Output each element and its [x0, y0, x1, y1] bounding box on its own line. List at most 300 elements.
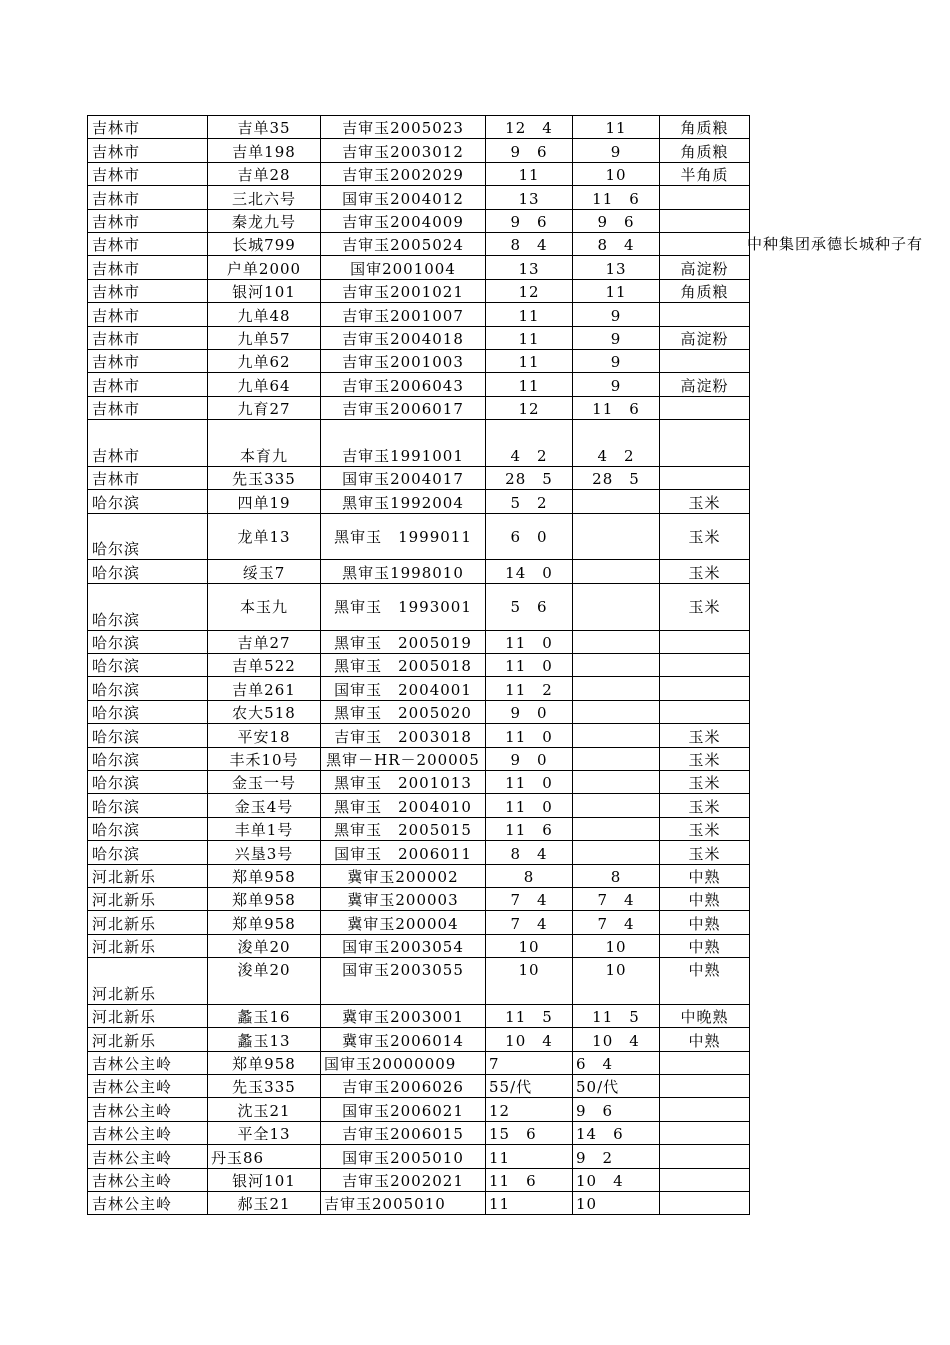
cell-value-a: 11 0 [486, 770, 573, 793]
cell-type: 中熟 [660, 864, 750, 887]
cell-value-a: 7 4 [486, 911, 573, 934]
cell-city: 哈尔滨 [88, 490, 208, 513]
cell-city: 吉林市 [88, 256, 208, 279]
cell-city: 吉林公主岭 [88, 1121, 208, 1144]
cell-variety: 本玉九 [208, 583, 321, 630]
cell-value-b [573, 841, 660, 864]
cell-city: 河北新乐 [88, 864, 208, 887]
table-body [88, 116, 750, 1215]
seed-variety-table [87, 115, 750, 1215]
cell-city: 吉林市 [88, 186, 208, 209]
cell-value-a: 5 2 [486, 490, 573, 513]
cell-city: 哈尔滨 [88, 770, 208, 793]
cell-value-a: 11 [486, 162, 573, 185]
cell-value-b [573, 794, 660, 817]
cell-type: 高淀粉 [660, 256, 750, 279]
cell-value-a: 11 [486, 1192, 573, 1215]
table-row [88, 817, 750, 840]
cell-cert-number: 吉审玉2004018 [321, 326, 486, 349]
table-row [88, 303, 750, 326]
cell-cert-number: 吉审玉1991001 [321, 420, 486, 467]
cell-value-b: 8 [573, 864, 660, 887]
cell-variety: 浚单20 [208, 958, 321, 1005]
table-row [88, 560, 750, 583]
cell-value-b [573, 770, 660, 793]
cell-value-a: 9 0 [486, 747, 573, 770]
cell-cert-number: 冀审玉2003001 [321, 1004, 486, 1027]
table-row [88, 1121, 750, 1144]
table-row [88, 654, 750, 677]
cell-city: 吉林市 [88, 162, 208, 185]
cell-variety: 龙单13 [208, 513, 321, 560]
cell-value-b: 11 [573, 279, 660, 302]
cell-value-b: 11 [573, 116, 660, 139]
cell-value-a: 11 2 [486, 677, 573, 700]
table-row [88, 1075, 750, 1098]
cell-value-b: 9 [573, 349, 660, 372]
variety-table [87, 115, 750, 1215]
cell-type [660, 349, 750, 372]
cell-value-a: 11 [486, 373, 573, 396]
cell-value-a: 7 [486, 1051, 573, 1074]
cell-type [660, 420, 750, 467]
cell-variety: 蠡玉16 [208, 1004, 321, 1027]
table-row [88, 887, 750, 910]
cell-cert-number: 黑审玉 2005019 [321, 630, 486, 653]
cell-type: 中熟 [660, 887, 750, 910]
cell-cert-number: 黑审玉 2005020 [321, 700, 486, 723]
table-row [88, 326, 750, 349]
cell-value-b: 28 5 [573, 466, 660, 489]
cell-city: 哈尔滨 [88, 817, 208, 840]
table-row [88, 162, 750, 185]
cell-cert-number: 国审玉2003054 [321, 934, 486, 957]
cell-value-a: 11 6 [486, 817, 573, 840]
table-row [88, 794, 750, 817]
cell-cert-number: 吉审玉2005010 [321, 1192, 486, 1215]
cell-value-b: 11 6 [573, 186, 660, 209]
cell-value-b: 10 [573, 162, 660, 185]
cell-city: 河北新乐 [88, 958, 208, 1005]
table-row [88, 373, 750, 396]
cell-city: 吉林市 [88, 139, 208, 162]
cell-value-a: 12 [486, 1098, 573, 1121]
cell-type [660, 1075, 750, 1098]
cell-variety: 九单64 [208, 373, 321, 396]
cell-cert-number: 吉审玉2006015 [321, 1121, 486, 1144]
cell-variety: 四单19 [208, 490, 321, 513]
cell-variety: 吉单522 [208, 654, 321, 677]
cell-variety: 兴垦3号 [208, 841, 321, 864]
cell-value-b: 10 [573, 1192, 660, 1215]
cell-cert-number: 黑审玉 2005015 [321, 817, 486, 840]
cell-variety: 浚单20 [208, 934, 321, 957]
cell-city: 吉林公主岭 [88, 1098, 208, 1121]
cell-cert-number: 国审玉 2006011 [321, 841, 486, 864]
cell-city: 哈尔滨 [88, 630, 208, 653]
table-row [88, 1098, 750, 1121]
cell-value-b [573, 560, 660, 583]
cell-value-a: 11 6 [486, 1168, 573, 1191]
table-row [88, 1192, 750, 1215]
cell-value-b: 9 6 [573, 209, 660, 232]
cell-value-a: 11 [486, 349, 573, 372]
cell-value-b [573, 513, 660, 560]
cell-variety: 九单62 [208, 349, 321, 372]
cell-value-a: 11 0 [486, 654, 573, 677]
cell-value-a: 12 [486, 279, 573, 302]
cell-variety: 吉单27 [208, 630, 321, 653]
cell-variety: 郑单958 [208, 887, 321, 910]
table-row [88, 1168, 750, 1191]
cell-type: 角质粮 [660, 139, 750, 162]
cell-cert-number: 国审玉2006021 [321, 1098, 486, 1121]
cell-value-b: 9 [573, 326, 660, 349]
cell-value-b [573, 724, 660, 747]
cell-type [660, 654, 750, 677]
cell-cert-number: 国审玉2004012 [321, 186, 486, 209]
cell-city: 吉林公主岭 [88, 1145, 208, 1168]
cell-value-a: 11 [486, 303, 573, 326]
cell-cert-number: 吉审玉2005024 [321, 232, 486, 255]
cell-value-a: 9 0 [486, 700, 573, 723]
cell-type: 角质粮 [660, 116, 750, 139]
table-row [88, 724, 750, 747]
cell-variety: 长城799 [208, 232, 321, 255]
cell-value-b: 9 2 [573, 1145, 660, 1168]
cell-value-a: 12 [486, 396, 573, 419]
cell-value-a: 10 4 [486, 1028, 573, 1051]
cell-variety: 丹玉86 [208, 1145, 321, 1168]
cell-type [660, 1192, 750, 1215]
cell-variety: 丰禾10号 [208, 747, 321, 770]
cell-cert-number: 吉审玉2006026 [321, 1075, 486, 1098]
table-row [88, 513, 750, 560]
cell-cert-number: 冀审玉2006014 [321, 1028, 486, 1051]
cell-city: 哈尔滨 [88, 513, 208, 560]
cell-value-b: 9 [573, 373, 660, 396]
cell-cert-number: 国审玉20000009 [321, 1051, 486, 1074]
table-row [88, 349, 750, 372]
cell-value-a: 15 6 [486, 1121, 573, 1144]
table-row [88, 770, 750, 793]
cell-value-b [573, 747, 660, 770]
cell-value-a: 11 0 [486, 724, 573, 747]
cell-city: 哈尔滨 [88, 677, 208, 700]
cell-city: 吉林市 [88, 303, 208, 326]
cell-value-a: 11 [486, 326, 573, 349]
cell-city: 吉林市 [88, 466, 208, 489]
table-row [88, 1051, 750, 1074]
cell-type: 角质粮 [660, 279, 750, 302]
cell-variety: 九育27 [208, 396, 321, 419]
cell-cert-number: 国审2001004 [321, 256, 486, 279]
cell-value-b [573, 677, 660, 700]
cell-cert-number: 冀审玉200004 [321, 911, 486, 934]
cell-variety: 吉单198 [208, 139, 321, 162]
cell-cert-number: 黑审－HR－200005 [321, 747, 486, 770]
cell-type: 玉米 [660, 747, 750, 770]
cell-variety: 先玉335 [208, 1075, 321, 1098]
cell-value-a: 10 [486, 958, 573, 1005]
cell-variety: 吉单261 [208, 677, 321, 700]
cell-variety: 九单57 [208, 326, 321, 349]
cell-value-b: 7 4 [573, 911, 660, 934]
cell-value-b [573, 630, 660, 653]
cell-value-b: 11 6 [573, 396, 660, 419]
cell-type: 玉米 [660, 583, 750, 630]
cell-value-a: 14 0 [486, 560, 573, 583]
cell-value-b: 14 6 [573, 1121, 660, 1144]
cell-cert-number: 吉审玉2005023 [321, 116, 486, 139]
cell-variety: 农大518 [208, 700, 321, 723]
cell-value-a: 10 [486, 934, 573, 957]
cell-value-a: 12 4 [486, 116, 573, 139]
cell-cert-number: 黑审玉 1999011 [321, 513, 486, 560]
cell-value-b [573, 583, 660, 630]
cell-type: 中熟 [660, 911, 750, 934]
cell-value-b: 10 4 [573, 1028, 660, 1051]
table-row [88, 1145, 750, 1168]
cell-city: 吉林市 [88, 373, 208, 396]
cell-value-b: 7 4 [573, 887, 660, 910]
overflow-note: 中种集团承德长城种子有 [747, 235, 924, 253]
table-row [88, 958, 750, 1005]
cell-type [660, 1145, 750, 1168]
cell-cert-number: 国审玉2004017 [321, 466, 486, 489]
cell-type [660, 466, 750, 489]
table-row [88, 139, 750, 162]
cell-cert-number: 吉审玉2006043 [321, 373, 486, 396]
cell-city: 哈尔滨 [88, 654, 208, 677]
table-row [88, 747, 750, 770]
table-row [88, 186, 750, 209]
cell-value-a: 4 2 [486, 420, 573, 467]
cell-cert-number: 黑审玉 2001013 [321, 770, 486, 793]
cell-value-a: 13 [486, 186, 573, 209]
cell-city: 哈尔滨 [88, 700, 208, 723]
cell-city: 吉林公主岭 [88, 1192, 208, 1215]
cell-cert-number: 吉审玉2002029 [321, 162, 486, 185]
cell-variety: 绥玉7 [208, 560, 321, 583]
table-row [88, 466, 750, 489]
cell-value-a: 9 6 [486, 139, 573, 162]
cell-cert-number: 黑审玉 2005018 [321, 654, 486, 677]
cell-type: 玉米 [660, 794, 750, 817]
cell-city: 吉林公主岭 [88, 1075, 208, 1098]
cell-variety: 银河101 [208, 1168, 321, 1191]
cell-value-b: 6 4 [573, 1051, 660, 1074]
cell-type: 玉米 [660, 841, 750, 864]
cell-value-a: 5 6 [486, 583, 573, 630]
cell-city: 吉林公主岭 [88, 1051, 208, 1074]
cell-type: 玉米 [660, 513, 750, 560]
cell-city: 吉林市 [88, 326, 208, 349]
table-row [88, 841, 750, 864]
cell-type: 玉米 [660, 817, 750, 840]
cell-cert-number: 国审玉2005010 [321, 1145, 486, 1168]
cell-type [660, 1121, 750, 1144]
cell-city: 河北新乐 [88, 1028, 208, 1051]
cell-value-b [573, 654, 660, 677]
cell-value-b [573, 490, 660, 513]
table-row [88, 583, 750, 630]
cell-type [660, 1098, 750, 1121]
cell-variety: 三北六号 [208, 186, 321, 209]
cell-variety: 丰单1号 [208, 817, 321, 840]
cell-value-b: 9 [573, 139, 660, 162]
cell-type: 高淀粉 [660, 326, 750, 349]
cell-cert-number: 冀审玉200002 [321, 864, 486, 887]
cell-variety: 先玉335 [208, 466, 321, 489]
cell-value-b: 50/代 [573, 1075, 660, 1098]
cell-variety: 平全13 [208, 1121, 321, 1144]
table-row [88, 490, 750, 513]
cell-cert-number: 国审玉 2004001 [321, 677, 486, 700]
cell-type: 玉米 [660, 560, 750, 583]
table-row [88, 209, 750, 232]
cell-variety: 秦龙九号 [208, 209, 321, 232]
cell-type: 半角质 [660, 162, 750, 185]
cell-city: 吉林市 [88, 209, 208, 232]
cell-variety: 金玉一号 [208, 770, 321, 793]
cell-variety: 平安18 [208, 724, 321, 747]
cell-value-a: 11 0 [486, 794, 573, 817]
cell-value-b: 9 6 [573, 1098, 660, 1121]
cell-value-b: 9 [573, 303, 660, 326]
table-row [88, 279, 750, 302]
table-row [88, 232, 750, 255]
cell-city: 哈尔滨 [88, 560, 208, 583]
cell-city: 哈尔滨 [88, 583, 208, 630]
cell-value-b [573, 817, 660, 840]
cell-cert-number: 吉审玉2006017 [321, 396, 486, 419]
cell-cert-number: 吉审玉 2003018 [321, 724, 486, 747]
cell-type [660, 630, 750, 653]
cell-city: 吉林市 [88, 396, 208, 419]
cell-value-b: 10 4 [573, 1168, 660, 1191]
cell-variety: 吉单35 [208, 116, 321, 139]
cell-variety: 吉单28 [208, 162, 321, 185]
cell-cert-number: 吉审玉2001007 [321, 303, 486, 326]
table-row [88, 420, 750, 467]
cell-cert-number: 黑审玉1998010 [321, 560, 486, 583]
table-row [88, 934, 750, 957]
cell-cert-number: 吉审玉2004009 [321, 209, 486, 232]
cell-city: 哈尔滨 [88, 747, 208, 770]
cell-variety: 沈玉21 [208, 1098, 321, 1121]
cell-cert-number: 黑审玉 1993001 [321, 583, 486, 630]
table-row [88, 700, 750, 723]
cell-value-b: 10 [573, 934, 660, 957]
cell-city: 哈尔滨 [88, 724, 208, 747]
cell-variety: 郑单958 [208, 1051, 321, 1074]
table-row [88, 396, 750, 419]
cell-variety: 银河101 [208, 279, 321, 302]
cell-cert-number: 冀审玉200003 [321, 887, 486, 910]
cell-cert-number: 国审玉2003055 [321, 958, 486, 1005]
cell-city: 吉林市 [88, 279, 208, 302]
cell-value-b: 10 [573, 958, 660, 1005]
cell-city: 吉林市 [88, 420, 208, 467]
cell-variety: 九单48 [208, 303, 321, 326]
cell-type: 中熟 [660, 1028, 750, 1051]
cell-cert-number: 吉审玉2001021 [321, 279, 486, 302]
cell-city: 河北新乐 [88, 934, 208, 957]
cell-type [660, 186, 750, 209]
table-row [88, 1004, 750, 1027]
cell-city: 吉林市 [88, 116, 208, 139]
table-row [88, 677, 750, 700]
cell-value-a: 11 [486, 1145, 573, 1168]
cell-type: 高淀粉 [660, 373, 750, 396]
cell-type [660, 209, 750, 232]
table-row [88, 1028, 750, 1051]
cell-value-a: 8 4 [486, 232, 573, 255]
cell-value-b: 13 [573, 256, 660, 279]
cell-value-a: 55/代 [486, 1075, 573, 1098]
cell-cert-number: 吉审玉2001003 [321, 349, 486, 372]
cell-variety: 金玉4号 [208, 794, 321, 817]
cell-variety: 户单2000 [208, 256, 321, 279]
cell-type: 玉米 [660, 770, 750, 793]
table-row [88, 864, 750, 887]
cell-city: 河北新乐 [88, 887, 208, 910]
cell-city: 吉林市 [88, 232, 208, 255]
cell-value-a: 6 0 [486, 513, 573, 560]
cell-city: 哈尔滨 [88, 794, 208, 817]
cell-value-a: 28 5 [486, 466, 573, 489]
cell-variety: 本育九 [208, 420, 321, 467]
cell-cert-number: 黑审玉1992004 [321, 490, 486, 513]
cell-variety: 蠡玉13 [208, 1028, 321, 1051]
table-row [88, 256, 750, 279]
cell-variety: 郑单958 [208, 911, 321, 934]
cell-type [660, 1168, 750, 1191]
cell-type: 玉米 [660, 724, 750, 747]
cell-value-a: 13 [486, 256, 573, 279]
cell-type: 玉米 [660, 490, 750, 513]
cell-city: 河北新乐 [88, 1004, 208, 1027]
cell-city: 哈尔滨 [88, 841, 208, 864]
table-row [88, 630, 750, 653]
cell-city: 河北新乐 [88, 911, 208, 934]
cell-variety: 郑单958 [208, 864, 321, 887]
cell-type [660, 1051, 750, 1074]
cell-type [660, 232, 750, 255]
cell-value-a: 9 6 [486, 209, 573, 232]
cell-value-b: 4 2 [573, 420, 660, 467]
cell-type [660, 396, 750, 419]
cell-type [660, 677, 750, 700]
cell-value-b [573, 700, 660, 723]
cell-value-b: 11 5 [573, 1004, 660, 1027]
cell-value-a: 11 5 [486, 1004, 573, 1027]
cell-type: 中熟 [660, 958, 750, 1005]
cell-value-a: 7 4 [486, 887, 573, 910]
cell-cert-number: 吉审玉2002021 [321, 1168, 486, 1191]
cell-type [660, 303, 750, 326]
cell-cert-number: 吉审玉2003012 [321, 139, 486, 162]
cell-value-a: 8 4 [486, 841, 573, 864]
cell-type: 中熟 [660, 934, 750, 957]
cell-value-b: 8 4 [573, 232, 660, 255]
cell-value-a: 8 [486, 864, 573, 887]
cell-value-a: 11 0 [486, 630, 573, 653]
table-row [88, 911, 750, 934]
cell-variety: 郝玉21 [208, 1192, 321, 1215]
cell-type: 中晚熟 [660, 1004, 750, 1027]
